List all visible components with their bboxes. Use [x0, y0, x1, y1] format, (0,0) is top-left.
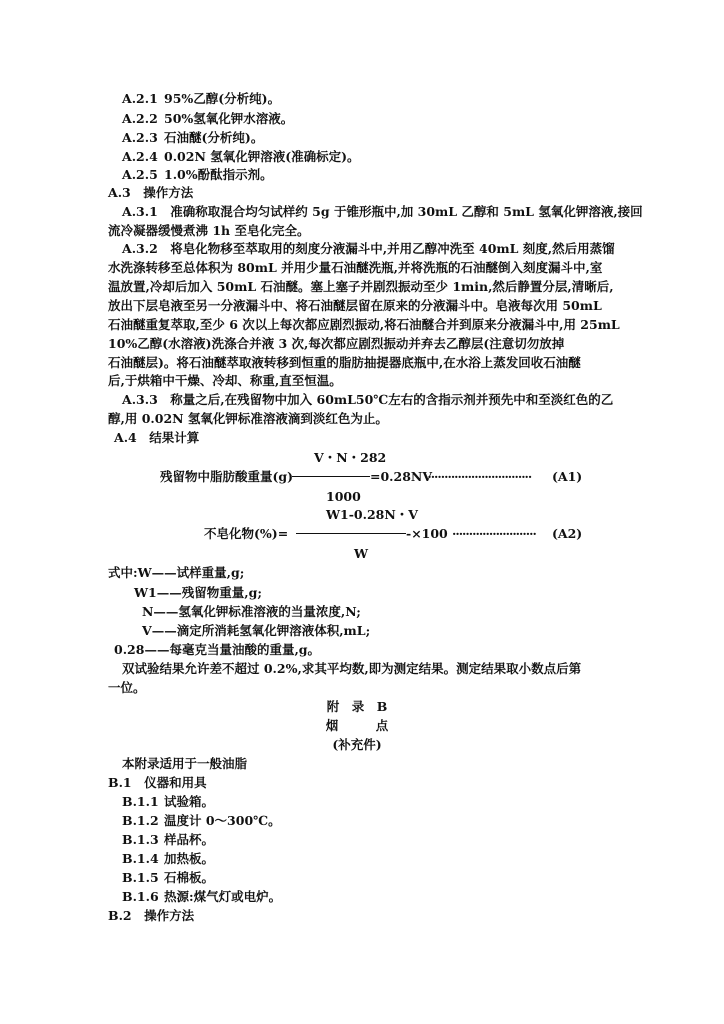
paragraph-line: 水洗涤转移至总体积为 80mL 并用少量石油醚洗瓶,并将洗瓶的石油醚倒入刻度漏斗中,室	[108, 260, 603, 275]
variable-definition: N——氢氧化钾标准溶液的当量浓度,N;	[142, 604, 361, 619]
scope-statement: 本附录适用于一般油脂	[122, 756, 248, 771]
paragraph-line: 双试验结果允许差不超过 0.2%,求其平均数,即为测定结果。测定结果取小数点后第	[122, 661, 582, 676]
paragraph-line: 石油醚层)。将石油醚萃取液转移到恒重的脂肪抽提器底瓶中,在水浴上蒸发回收石油醚	[108, 355, 581, 370]
equation-tag: (A2)	[552, 526, 583, 541]
formula1-result: =0.28NV	[370, 469, 433, 484]
reagent-item: A.2.4 0.02N 氢氧化钾溶液(准确标定)。	[122, 149, 360, 164]
fraction-bar	[296, 533, 406, 534]
appendix-type: (补充件)	[332, 737, 382, 752]
section-heading-b1: B.1 仪器和用具	[108, 775, 207, 790]
paragraph-line: 放出下层皂液至另一分液漏斗中、将石油醚层留在原来的分液漏斗中。皂液每次用 50mL	[108, 298, 602, 313]
equipment-item: B.1.5 石棉板。	[122, 870, 215, 885]
paragraph-line: A.3.1 准确称取混合均匀试样约 5g 于锥形瓶中,加 30mL 乙醇和 5mL 氢氧化钾溶液,接回	[122, 204, 643, 219]
equipment-item: B.1.2 温度计 0～300℃。	[122, 813, 281, 828]
document-page: A.2.1 95%乙醇(分析纯)。 A.2.2 50%氢氧化钾水溶液。 A.2.3 石油醚(分析纯)。 A.2.4 0.02N 氢氧化钾溶液(准确标定)。 A.2.5 1.0%酚酞指示剂。 A.3 操作方法 A.3.1 准确称取混合均匀试样约 5g 于锥形瓶中,加 30mL 乙醇和 5mL 氢氧化钾溶液,接回 流冷凝器缓慢煮沸 1h 至皂化完全。 A.3.2 将皂化物移至萃取用的刻度分液漏斗中,并用乙醇冲洗至 40mL 刻度,然后用蒸馏 水洗涤转移至总体积为 80mL 并用少量石油醚洗瓶,并将洗瓶的石油醚倒入刻度漏斗中,室 温放置,冷却后加入 50mL 石油醚。塞上塞子并剧烈振动至少 1min,然后静置分层,清晰后, 放出下层皂液至另一分液漏斗中、将石油醚层留在原来的分液漏斗中。皂液每次用 50mL 石油醚重复萃取,至少 6 次以上每次都应剧烈振动,将石油醚合并到原来分液漏斗中,用 25mL 10%乙醇(水溶液)洗涤合并液 3 次,每次都应剧烈振动并弃去乙醇层(注意切勿放掉 石油醚层)。将石油醚萃取液转移到恒重的脂肪抽提器底瓶中,在水浴上蒸发回收石油醚 后,于烘箱中干燥、冷却、称重,直至恒温。 A.3.3 称量之后,在残留物中加入 60mL50℃左右的含指示剂并预先中和至淡红色的乙 醇,用 0.02N 氢氧化钾标准溶液滴到淡红色为止。 A.4 结果计算 V・N・282 残留物中脂肪酸重量(g) =0.28NV ································ (A1) 1000 W1-0.28N・V 不皂化物(%)= -×100 ························· (A2) W 式中:W——试样重量,g; W1——残留物重量,g; N——氢氧化钾标准溶液的当量浓度,N; V——滴定所消耗氢氧化钾溶液体积,mL; 0.28——每毫克当量油酸的重量,g。 双试验结果允许差不超过 0.2%,求其平均数,即为测定结果。测定结果取小数点后第 一位。 附 录 B 烟 点 (补充件) 本附录适用于一般油脂 B.1 仪器和用具 B.1.1 试验箱。 B.1.2 温度计 0～300℃。 B.1.3 样品杯。 B.1.4 加热板。 B.1.5 石棉板。 B.1.6 热源:煤气灯或电炉。 B.2 操作方法	[0, 0, 724, 1024]
fraction-bar	[292, 476, 370, 477]
paragraph-line: 温放置,冷却后加入 50mL 石油醚。塞上塞子并剧烈振动至少 1min,然后静置分层,清晰后,	[108, 279, 614, 294]
equipment-item: B.1.1 试验箱。	[122, 794, 215, 809]
leader-dots: ································	[424, 469, 532, 484]
equipment-item: B.1.4 加热板。	[122, 851, 215, 866]
reagent-item: A.2.1 95%乙醇(分析纯)。	[122, 91, 281, 106]
formula1-label: 残留物中脂肪酸重量(g)	[160, 469, 294, 484]
reagent-item: A.2.3 石油醚(分析纯)。	[122, 130, 264, 145]
formula2-label: 不皂化物(%)=	[204, 526, 289, 541]
paragraph-line: 一位。	[108, 680, 146, 695]
variable-definition: 式中:W——试样重量,g;	[108, 565, 245, 580]
equipment-item: B.1.6 热源:煤气灯或电炉。	[122, 889, 282, 904]
variable-definition: W1——残留物重量,g;	[134, 585, 262, 600]
paragraph-line: A.3.3 称量之后,在残留物中加入 60mL50℃左右的含指示剂并预先中和至淡红色的乙	[122, 392, 614, 407]
paragraph-line: A.3.2 将皂化物移至萃取用的刻度分液漏斗中,并用乙醇冲洗至 40mL 刻度,然后用蒸馏	[122, 241, 615, 256]
paragraph-line: 后,于烘箱中干燥、冷却、称重,直至恒温。	[108, 373, 342, 388]
variable-definition: 0.28——每毫克当量油酸的重量,g。	[114, 642, 321, 657]
reagent-item: A.2.5 1.0%酚酞指示剂。	[122, 167, 273, 182]
appendix-subject: 烟 点	[325, 718, 389, 733]
equipment-item: B.1.3 样品杯。	[122, 832, 215, 847]
paragraph-line: 石油醚重复萃取,至少 6 次以上每次都应剧烈振动,将石油醚合并到原来分液漏斗中,用 25mL	[108, 317, 620, 332]
leader-dots: ·························	[452, 526, 536, 541]
equation-tag: (A1)	[552, 469, 583, 484]
section-heading-a3: A.3 操作方法	[108, 185, 194, 200]
paragraph-line: 流冷凝器缓慢煮沸 1h 至皂化完全。	[108, 223, 310, 238]
formula2-result: -×100	[406, 526, 448, 541]
section-heading-a4: A.4 结果计算	[114, 430, 200, 445]
paragraph-line: 10%乙醇(水溶液)洗涤合并液 3 次,每次都应剧烈振动并弃去乙醇层(注意切勿放掉	[108, 336, 565, 351]
section-heading-b2: B.2 操作方法	[108, 908, 195, 923]
appendix-title: 附 录 B	[326, 699, 388, 714]
variable-definition: V——滴定所消耗氢氧化钾溶液体积,mL;	[142, 623, 371, 638]
paragraph-line: 醇,用 0.02N 氢氧化钾标准溶液滴到淡红色为止。	[108, 411, 388, 426]
reagent-item: A.2.2 50%氢氧化钾水溶液。	[122, 111, 294, 126]
